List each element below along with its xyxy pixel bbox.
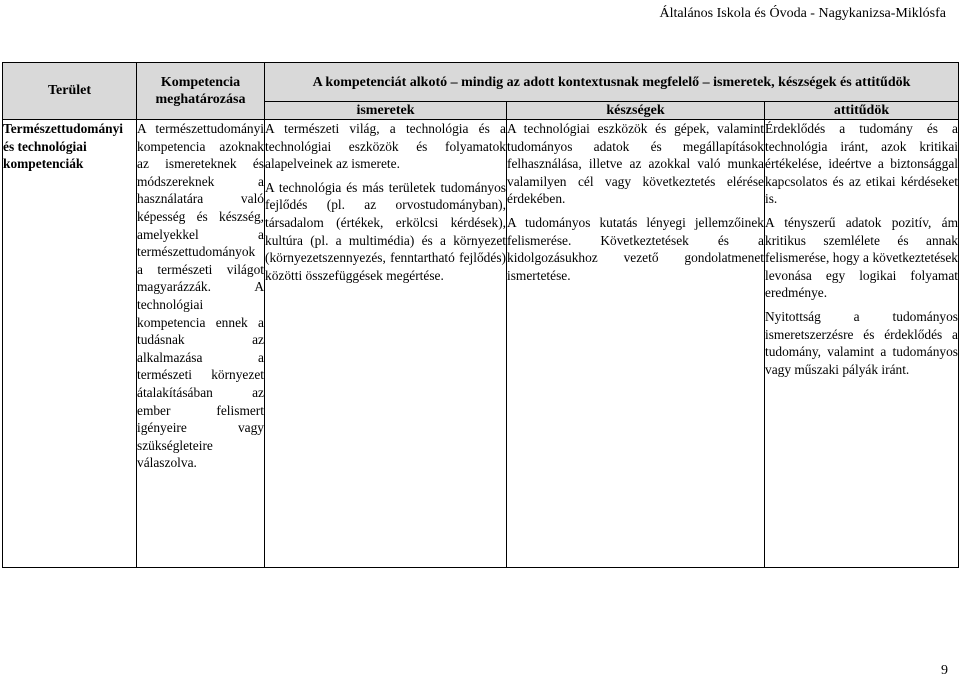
- cell-keszsegek: [507, 120, 765, 568]
- document-header: Általános Iskola és Óvoda - Nagykanizsa-Miklósfa: [659, 6, 946, 21]
- ismeretek-paragraph: A technológia és más területek tudományos fejlődés (pl. az orvostudományban), társadalom (értékek, erkölcsi kérdések), kultúra (pl. a multimédia) és a környezet (környezetszennyezés, fenntartható fejlődés) közötti összefüggések megértése.: [265, 179, 506, 283]
- keszsegek-paragraph: A technológiai eszközök és gépek, valamint tudományos adatok és megállapítások felhasználása, illetve az azokkal való munka valamilyen cél vagy következtetés elérése érdekében.: [507, 121, 764, 207]
- cell-kompetencia: A természettudományi kompetencia azoknak az ismereteknek és módszereknek a használatára való képesség és készség, amelyekkel a természettudományok a természeti világot magyarázzák. A technológiai kompetencia ennek a tudásnak az alkalmazása a természeti környezet átalakításában az ember felismert igényeire vagy szükségleteire válaszolva.: [137, 120, 265, 568]
- header-components: A kompetenciát alkotó – mindig az adott kontextusnak megfelelő – ismeretek, készségek és attitűdök: [265, 63, 959, 102]
- cell-attitudok: [765, 120, 959, 568]
- header-terulet: Terület: [3, 63, 137, 120]
- cell-ismeretek: [265, 120, 507, 568]
- subheader-keszsegek: készségek: [507, 102, 765, 120]
- cell-terulet: Természettudományi és technológiai kompetenciák: [3, 120, 137, 568]
- competency-table: [2, 62, 959, 568]
- ismeretek-paragraph: A természeti világ, a technológia és a technológiai eszközök és folyamatok alapelveinek az ismerete.: [265, 121, 506, 172]
- subheader-ismeretek: ismeretek: [265, 102, 507, 120]
- keszsegek-paragraph: A tudományos kutatás lényegi jellemzőinek felismerése. Következtetések és a kidolgozásukhoz vezető gondolatmenet ismertetése.: [507, 214, 764, 283]
- attitudok-paragraph: A tényszerű adatok pozitív, ám kritikus szemlélete és annak felismerése, hogy a következtetések levonása egy logikai folyamat eredménye.: [765, 214, 958, 301]
- attitudok-paragraph: Nyitottság a tudományos ismeretszerzésre és érdeklődés a tudomány, valamint a tudományos vagy műszaki pályák iránt.: [765, 308, 958, 377]
- header-kompetencia: Kompetencia meghatározása: [137, 63, 265, 120]
- attitudok-paragraph: Érdeklődés a tudomány és a technológia iránt, azok kritikai értékelése, ideértve a biztonsággal kapcsolatos és az etikai kérdéseket is.: [765, 121, 958, 207]
- table-row: [3, 120, 959, 568]
- subheader-attitudok: attitűdök: [765, 102, 959, 120]
- page-number: 9: [941, 663, 948, 678]
